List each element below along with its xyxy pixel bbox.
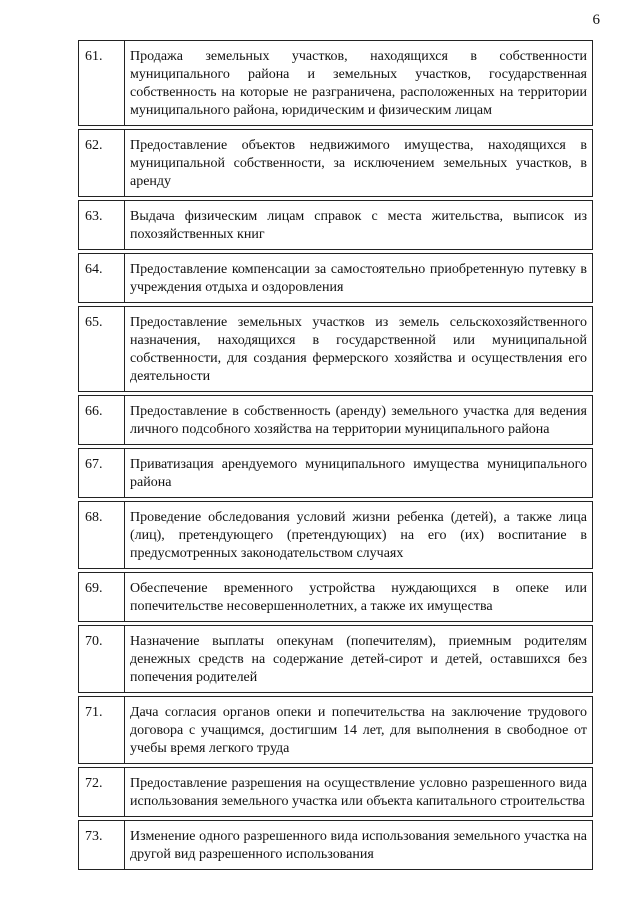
- row-number: 64.: [79, 254, 125, 303]
- row-service-name: Предоставление компенсации за самостоятельно приобретенную путевку в учреждения отдыха и оздоровления: [125, 254, 593, 303]
- table-row: [79, 130, 593, 197]
- row-service-name: Обеспечение временного устройства нуждающихся в опеке или попечительстве несовершеннолетних, а также их имущества: [125, 573, 593, 622]
- table-row: [79, 201, 593, 250]
- row-service-name: Приватизация арендуемого муниципального имущества муниципального района: [125, 449, 593, 498]
- services-table: [78, 40, 593, 870]
- page-number: 6: [592, 12, 600, 28]
- row-number: 62.: [79, 130, 125, 197]
- row-number: 70.: [79, 626, 125, 693]
- table-row: [79, 449, 593, 498]
- table-row: [79, 697, 593, 764]
- table-row: [79, 626, 593, 693]
- row-number: 71.: [79, 697, 125, 764]
- row-number: 68.: [79, 502, 125, 569]
- row-service-name: Предоставление в собственность (аренду) земельного участка для ведения личного подсобного хозяйства на территории муниципального района: [125, 396, 593, 445]
- row-number: 67.: [79, 449, 125, 498]
- row-service-name: Продажа земельных участков, находящихся в собственности муниципального района и земельных участков, государственная собственность на которые не разграничена, расположенных на территории муниципального района, юридическим и физическим лицам: [125, 41, 593, 126]
- row-number: 72.: [79, 768, 125, 817]
- row-service-name: Дача согласия органов опеки и попечительства на заключение трудового договора с учащимся, достигшим 14 лет, для выполнения в свободное от учебы время легкого труда: [125, 697, 593, 764]
- table-row: [79, 821, 593, 870]
- row-service-name: Изменение одного разрешенного вида использования земельного участка на другой вид разрешенного использования: [125, 821, 593, 870]
- row-number: 61.: [79, 41, 125, 126]
- row-service-name: Проведение обследования условий жизни ребенка (детей), а также лица (лиц), претендующего (претендующих) на его (их) воспитание в предусмотренных законодательством случаях: [125, 502, 593, 569]
- row-service-name: Предоставление земельных участков из земель сельскохозяйственного назначения, находящихся в государственной или муниципальной собственности, для создания фермерского хозяйства и осуществления его деятельности: [125, 307, 593, 392]
- table-row: [79, 768, 593, 817]
- row-service-name: Предоставление разрешения на осуществление условно разрешенного вида использования земельного участка или объекта капитального строительства: [125, 768, 593, 817]
- table-row: [79, 573, 593, 622]
- table-row: [79, 307, 593, 392]
- row-service-name: Предоставление объектов недвижимого имущества, находящихся в муниципальной собственности, за исключением земельных участков, в аренду: [125, 130, 593, 197]
- row-number: 63.: [79, 201, 125, 250]
- row-number: 65.: [79, 307, 125, 392]
- table-row: [79, 396, 593, 445]
- table-row: [79, 41, 593, 126]
- row-service-name: Выдача физическим лицам справок с места жительства, выписок из похозяйственных книг: [125, 201, 593, 250]
- row-number: 69.: [79, 573, 125, 622]
- table-row: [79, 254, 593, 303]
- services-table-body: [79, 41, 593, 870]
- row-number: 66.: [79, 396, 125, 445]
- table-row: [79, 502, 593, 569]
- row-number: 73.: [79, 821, 125, 870]
- row-service-name: Назначение выплаты опекунам (попечителям), приемным родителям денежных средств на содержание детей-сирот и детей, оставшихся без попечения родителей: [125, 626, 593, 693]
